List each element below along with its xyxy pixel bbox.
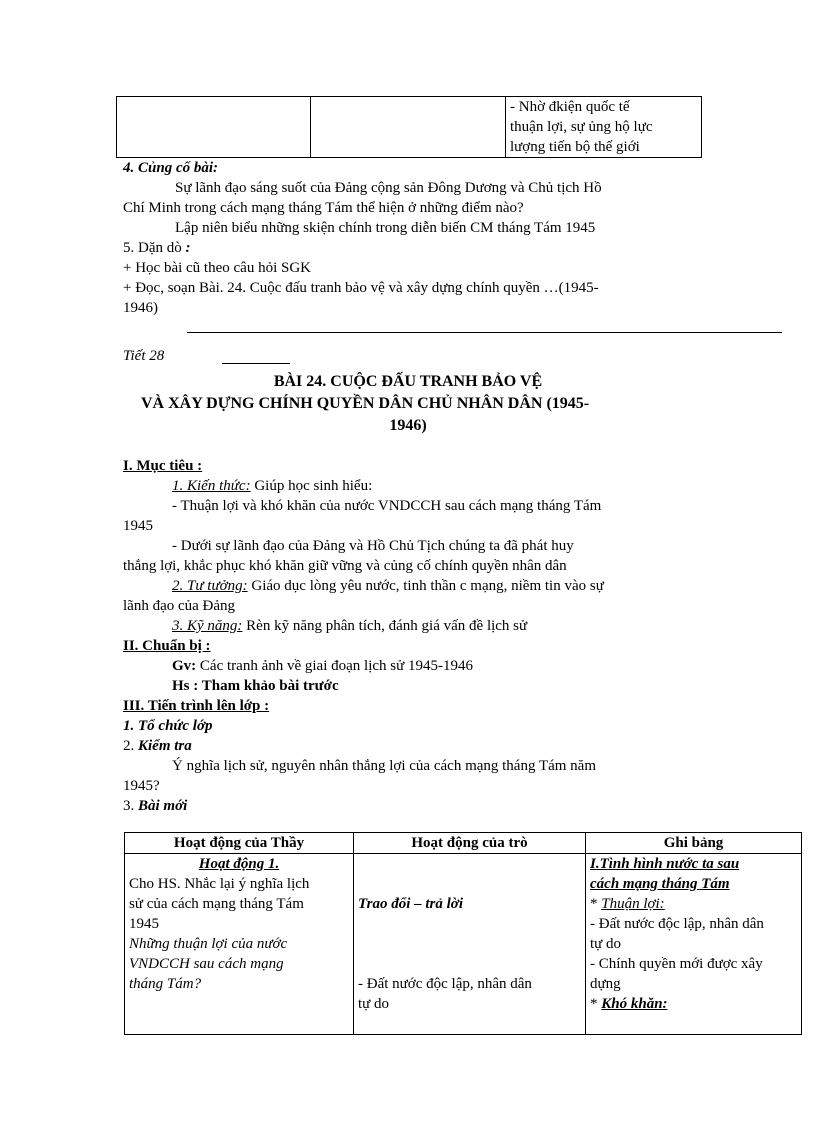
skill-label: 3. Kỹ năng: — [172, 618, 243, 634]
consolidation-text: Sự lãnh đạo sáng suốt của Đảng cộng sản Đông Dương và Chủ tịch Hồ — [175, 180, 602, 196]
table-row — [125, 854, 802, 1035]
homework-heading-text: 5. Dặn dò — [123, 240, 182, 256]
teacher-cell — [125, 854, 354, 1035]
thought-label: 2. Tư tưởng: — [172, 578, 248, 594]
board-label: * Thuận lợi: — [590, 896, 665, 912]
homework-item: 1946) — [123, 300, 158, 316]
cell-line: - Chính quyền mới được xây — [590, 956, 763, 972]
check-question: Ý nghĩa lịch sử, nguyên nhân thắng lợi của cách mạng tháng Tám năm — [172, 758, 597, 774]
homework-heading — [123, 238, 191, 258]
cell-spacer — [358, 914, 581, 974]
consolidation-text: Chí Minh trong cách mạng tháng Tám thể hiện ở những điểm nào? — [123, 200, 524, 216]
homework-item: + Học bài cũ theo câu hỏi SGK — [123, 260, 311, 276]
teacher-prep-label: Gv: — [172, 658, 197, 674]
activity-title: Hoạt động 1. — [198, 856, 280, 872]
column-header: Ghi bảng — [586, 833, 802, 854]
difficulties-label: Khó khăn: — [601, 996, 668, 1012]
lesson-title: BÀI 24. CUỘC ĐẤU TRANH BẢO VỆ — [273, 373, 543, 390]
cell-line: tự do — [590, 936, 622, 952]
cell-line: thuận lợi, sự ủng hộ lực — [510, 119, 653, 135]
period-label: Tiết 28 — [123, 348, 165, 364]
cell-line: Những thuận lợi của nước — [129, 936, 288, 952]
cell-line: sử của cách mạng tháng Tám — [129, 896, 304, 912]
cell-line: Cho HS. Nhắc lại ý nghĩa lịch — [129, 876, 310, 892]
knowledge-text: Giúp học sinh hiểu: — [250, 478, 373, 494]
column-header: Hoạt động của trò — [354, 833, 586, 854]
thought-text: Giáo dục lòng yêu nước, tinh thần c mạng, niềm tin vào sự — [247, 578, 604, 594]
teacher-prep — [172, 656, 473, 676]
lesson-title: 1946) — [389, 417, 427, 434]
procedure-step — [123, 736, 192, 756]
skill-line — [172, 616, 527, 636]
homework-heading-colon: : — [181, 240, 191, 256]
cell-line: - Đất nước độc lập, nhân dân — [358, 976, 532, 992]
procedure-step: 1. Tổ chức lớp — [123, 718, 213, 734]
consolidation-text: Lập niên biểu những skiện chính trong diễn biến CM tháng Tám 1945 — [175, 220, 596, 236]
cell-line: tự do — [358, 996, 390, 1012]
step-label: Kiểm tra — [134, 738, 192, 754]
objectives-heading: I. Mục tiêu : — [123, 458, 203, 474]
table-header-row — [125, 833, 802, 854]
knowledge-label: 1. Kiến thức: — [172, 478, 251, 494]
cell-line: tháng Tám? — [129, 976, 202, 992]
consolidation-heading: 4. Củng cố bài: — [123, 160, 219, 176]
cell-line: 1945 — [129, 916, 159, 932]
lesson-title: VÀ XÂY DỰNG CHÍNH QUYỀN DÂN CHỦ NHÂN DÂN (1945- — [141, 395, 590, 412]
student-cell — [354, 854, 586, 1035]
board-title: cách mạng tháng Tám — [590, 876, 730, 892]
section-divider — [187, 332, 782, 333]
thought-line — [172, 576, 604, 596]
activity-table — [124, 832, 802, 1035]
step-number: 2. — [123, 738, 135, 754]
skill-text: Rèn kỹ năng phân tích, đánh giá vấn đề lịch sử — [242, 618, 528, 634]
objective-text: 1945 — [123, 518, 153, 534]
board-cell — [586, 854, 802, 1035]
cell-line: lượng tiến bộ thế giới — [510, 139, 640, 155]
step-number: 3. — [123, 798, 135, 814]
check-question: 1945? — [123, 778, 160, 794]
table-row — [117, 97, 702, 158]
step-label: Bài mới — [134, 798, 188, 814]
table-cell — [117, 97, 311, 158]
objective-text: - Thuận lợi và khó khăn của nước VNDCCH sau cách mạng tháng Tám — [172, 498, 602, 514]
cell-line: Trao đổi – trả lời — [358, 896, 463, 912]
column-header: Hoạt động của Thầy — [125, 833, 354, 854]
continued-table — [116, 96, 702, 158]
board-label: * Khó khăn: — [590, 996, 668, 1012]
procedure-step — [123, 796, 187, 816]
cell-spacer — [358, 854, 581, 894]
objective-text: - Dưới sự lãnh đạo của Đảng và Hồ Chủ Tịch chúng ta đã phát huy — [172, 538, 574, 554]
table-cell — [506, 97, 702, 158]
knowledge-line — [172, 476, 372, 496]
advantages-label: Thuận lợi: — [601, 896, 665, 912]
preparation-heading: II. Chuẩn bị : — [123, 638, 211, 654]
cell-line: - Nhờ đkiện quốc tế — [510, 99, 630, 115]
cell-line: - Đất nước độc lập, nhân dân — [590, 916, 764, 932]
board-title: I.Tình hình nước ta sau — [590, 856, 740, 872]
objective-text: thắng lợi, khắc phục khó khăn giữ vững và củng cố chính quyền nhân dân — [123, 558, 567, 574]
student-prep: Hs : Tham khảo bài trước — [172, 678, 339, 694]
objective-text: lãnh đạo của Đảng — [123, 598, 236, 614]
cell-line: VNDCCH sau cách mạng — [129, 956, 284, 972]
period-underline — [222, 363, 290, 364]
homework-item: + Đọc, soạn Bài. 24. Cuộc đấu tranh bảo vệ và xây dựng chính quyền …(1945- — [123, 280, 599, 296]
table-cell — [311, 97, 506, 158]
teacher-prep-text: Các tranh ảnh về giai đoạn lịch sử 1945-1946 — [196, 658, 473, 674]
cell-line: dựng — [590, 976, 621, 992]
procedure-heading: III. Tiến trình lên lớp : — [123, 698, 270, 714]
